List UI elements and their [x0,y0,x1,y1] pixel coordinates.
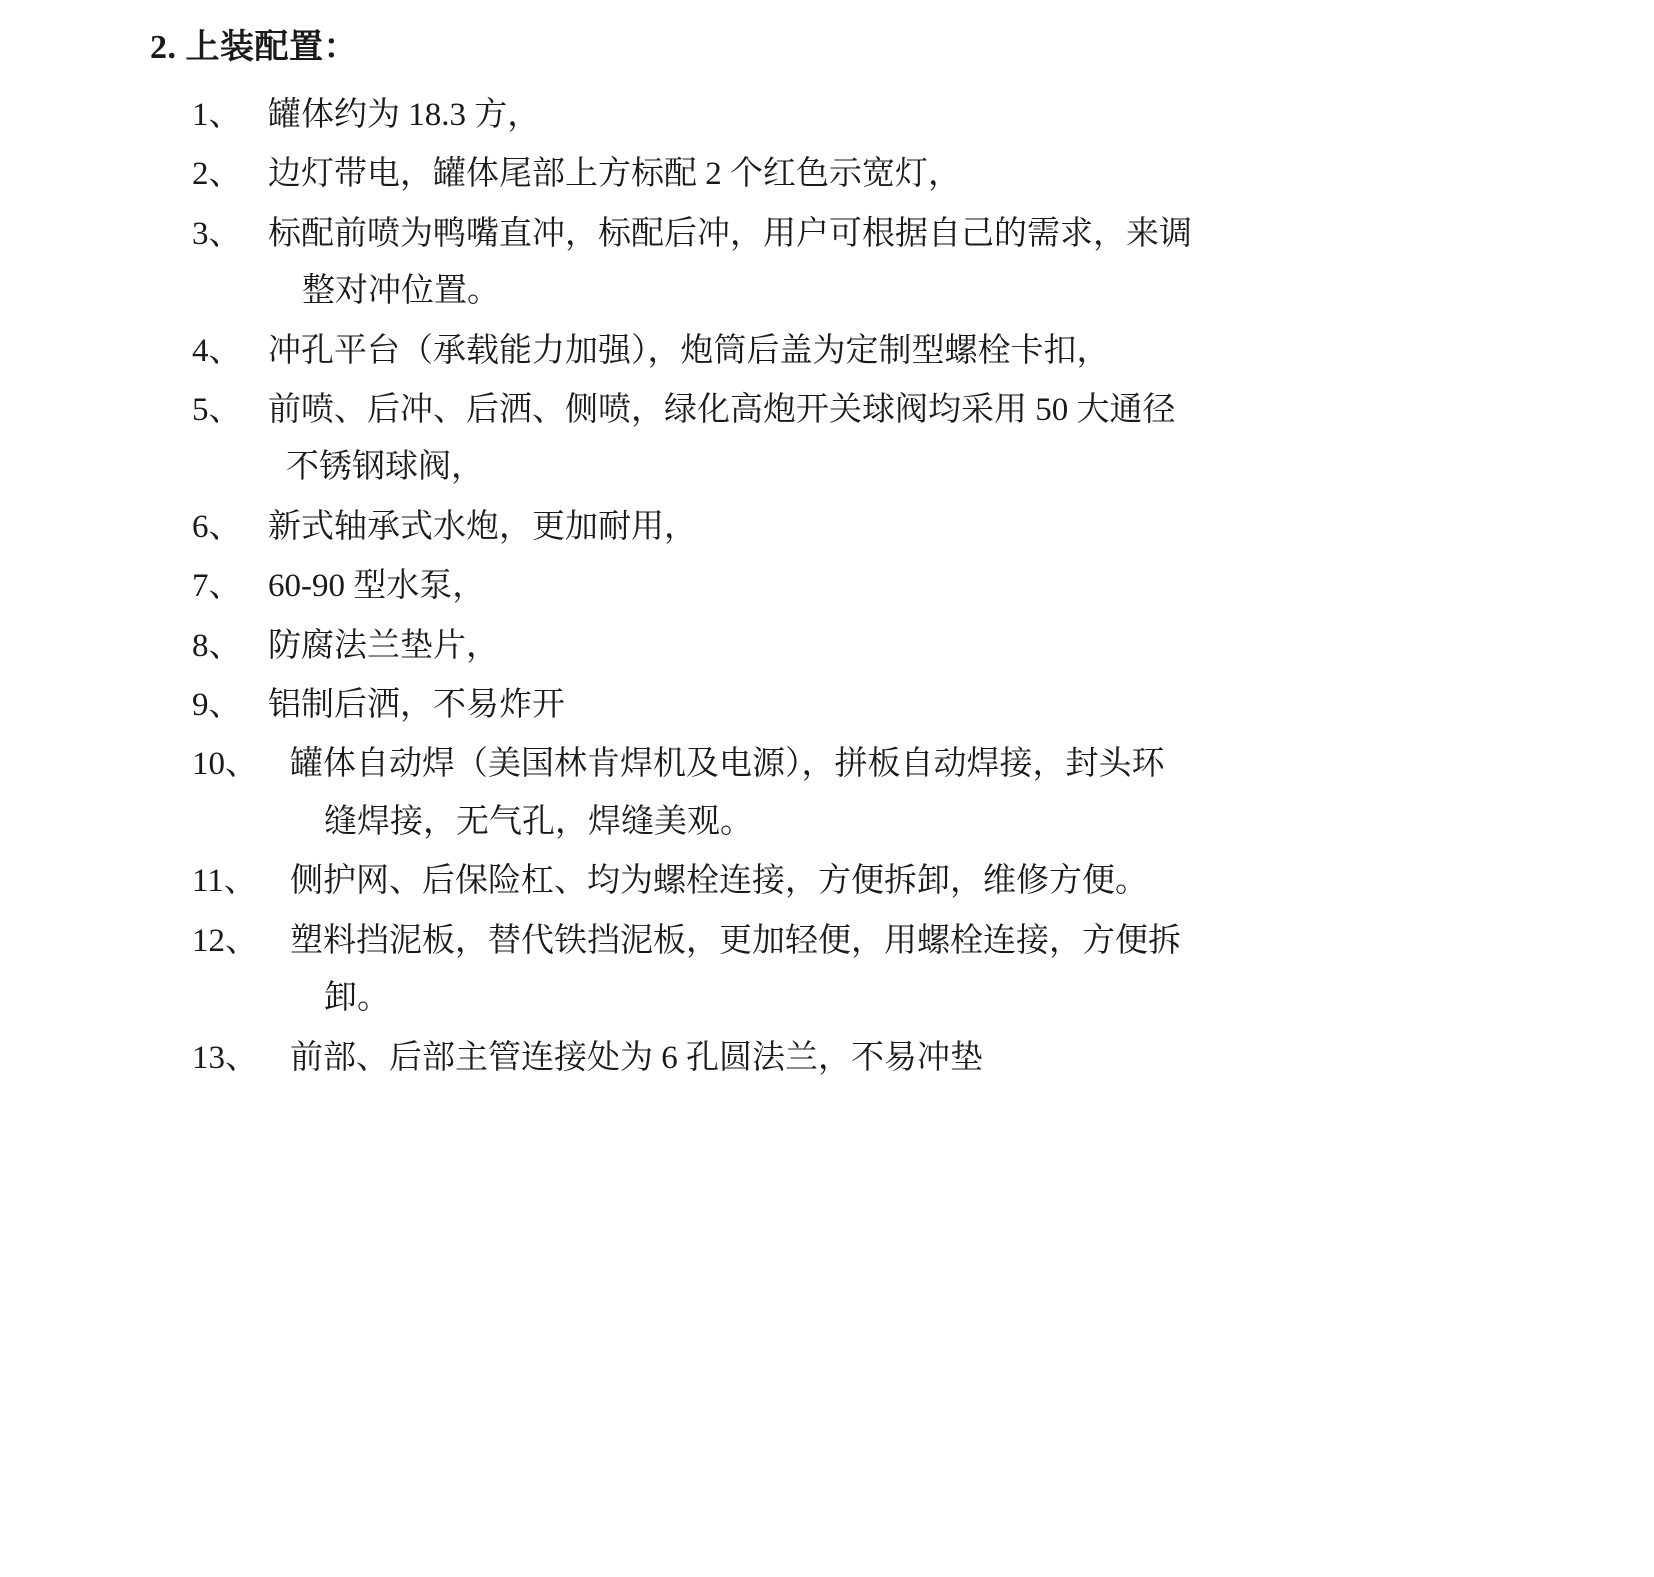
list-item [150,87,1534,144]
list-item-line: 冲孔平台（承载能力加强），炮筒后盖为定制型螺栓卡扣， [268,332,1110,369]
list-item-line: 边灯带电，罐体尾部上方标配 2 个红色示宽灯， [268,156,961,193]
list-item-marker: 6、 [192,508,242,545]
list-item-line: 缝焊接，无气孔，焊缝美观。 [324,803,753,840]
list-item-line: 前部、后部主管连接处为 6 孔圆法兰，不易冲垫 [290,1039,983,1076]
list-item-text [266,87,1534,144]
list-item-marker: 8、 [192,627,242,664]
list-item [150,736,1534,851]
list-item-marker: 1、 [192,97,242,133]
list-item-marker: 2、 [192,156,242,193]
list-item-marker: 5、 [192,392,242,429]
list-item-line: 侧护网、后保险杠、均为螺栓连接，方便拆卸，维修方便。 [290,863,1148,900]
list-item [150,677,1534,734]
list-item [150,323,1534,380]
list-item-line: 标配前喷为鸭嘴直冲，标配后冲，用户可根据自己的需求，来调 [268,215,1192,252]
list-item-text [266,323,1534,380]
list-item [150,558,1534,615]
list-item-text [288,853,1534,910]
list-item-line: 不锈钢球阀， [286,449,484,486]
list-item [150,206,1534,321]
list-item-text [266,558,1534,615]
list-item [150,1030,1534,1087]
page-title: 2. 上装配置： [150,29,358,66]
list-item-line: 罐体自动焊（美国林肯焊机及电源），拼板自动焊接，封头环 [290,746,1165,783]
list-item [150,618,1534,675]
list-item-line: 塑料挡泥板，替代铁挡泥板，更加轻便，用螺栓连接，方便拆 [290,922,1181,959]
list-item-line: 前喷、后冲、后洒、侧喷，绿化高炮开关球阀均采用 50 大通径 [268,392,1176,429]
list-item [150,853,1534,910]
list-item [150,499,1534,556]
list-item-text [288,736,1534,851]
configuration-list [150,87,1534,1087]
list-item-line: 罐体约为 18.3 方， [268,97,541,133]
list-item-marker: 12、 [192,922,258,959]
list-item-text [288,913,1534,1028]
list-item-marker: 3、 [192,215,242,252]
list-item-text [288,1030,1534,1087]
list-item [150,913,1534,1028]
list-item-line: 防腐法兰垫片， [268,627,499,664]
list-item-line: 新式轴承式水炮，更加耐用， [268,508,697,545]
list-item-marker: 13、 [192,1039,258,1076]
list-item-text [266,382,1534,497]
list-item-text [266,618,1534,675]
list-item-marker: 9、 [192,687,242,724]
list-item-line: 卸。 [324,980,390,1017]
list-item-line: 60-90 型水泵， [268,568,486,605]
list-item [150,146,1534,203]
list-item-text [266,206,1534,321]
list-item-line: 整对冲位置。 [302,273,500,310]
list-item-text [266,146,1534,203]
list-item [150,382,1534,497]
list-item-marker: 11、 [192,863,257,900]
list-item-line: 铝制后洒，不易炸开 [268,687,565,724]
list-item-marker: 10、 [192,746,258,783]
list-item-marker: 7、 [192,568,242,605]
list-item-text [266,499,1534,556]
list-item-text [266,677,1534,734]
list-item-marker: 4、 [192,332,242,369]
